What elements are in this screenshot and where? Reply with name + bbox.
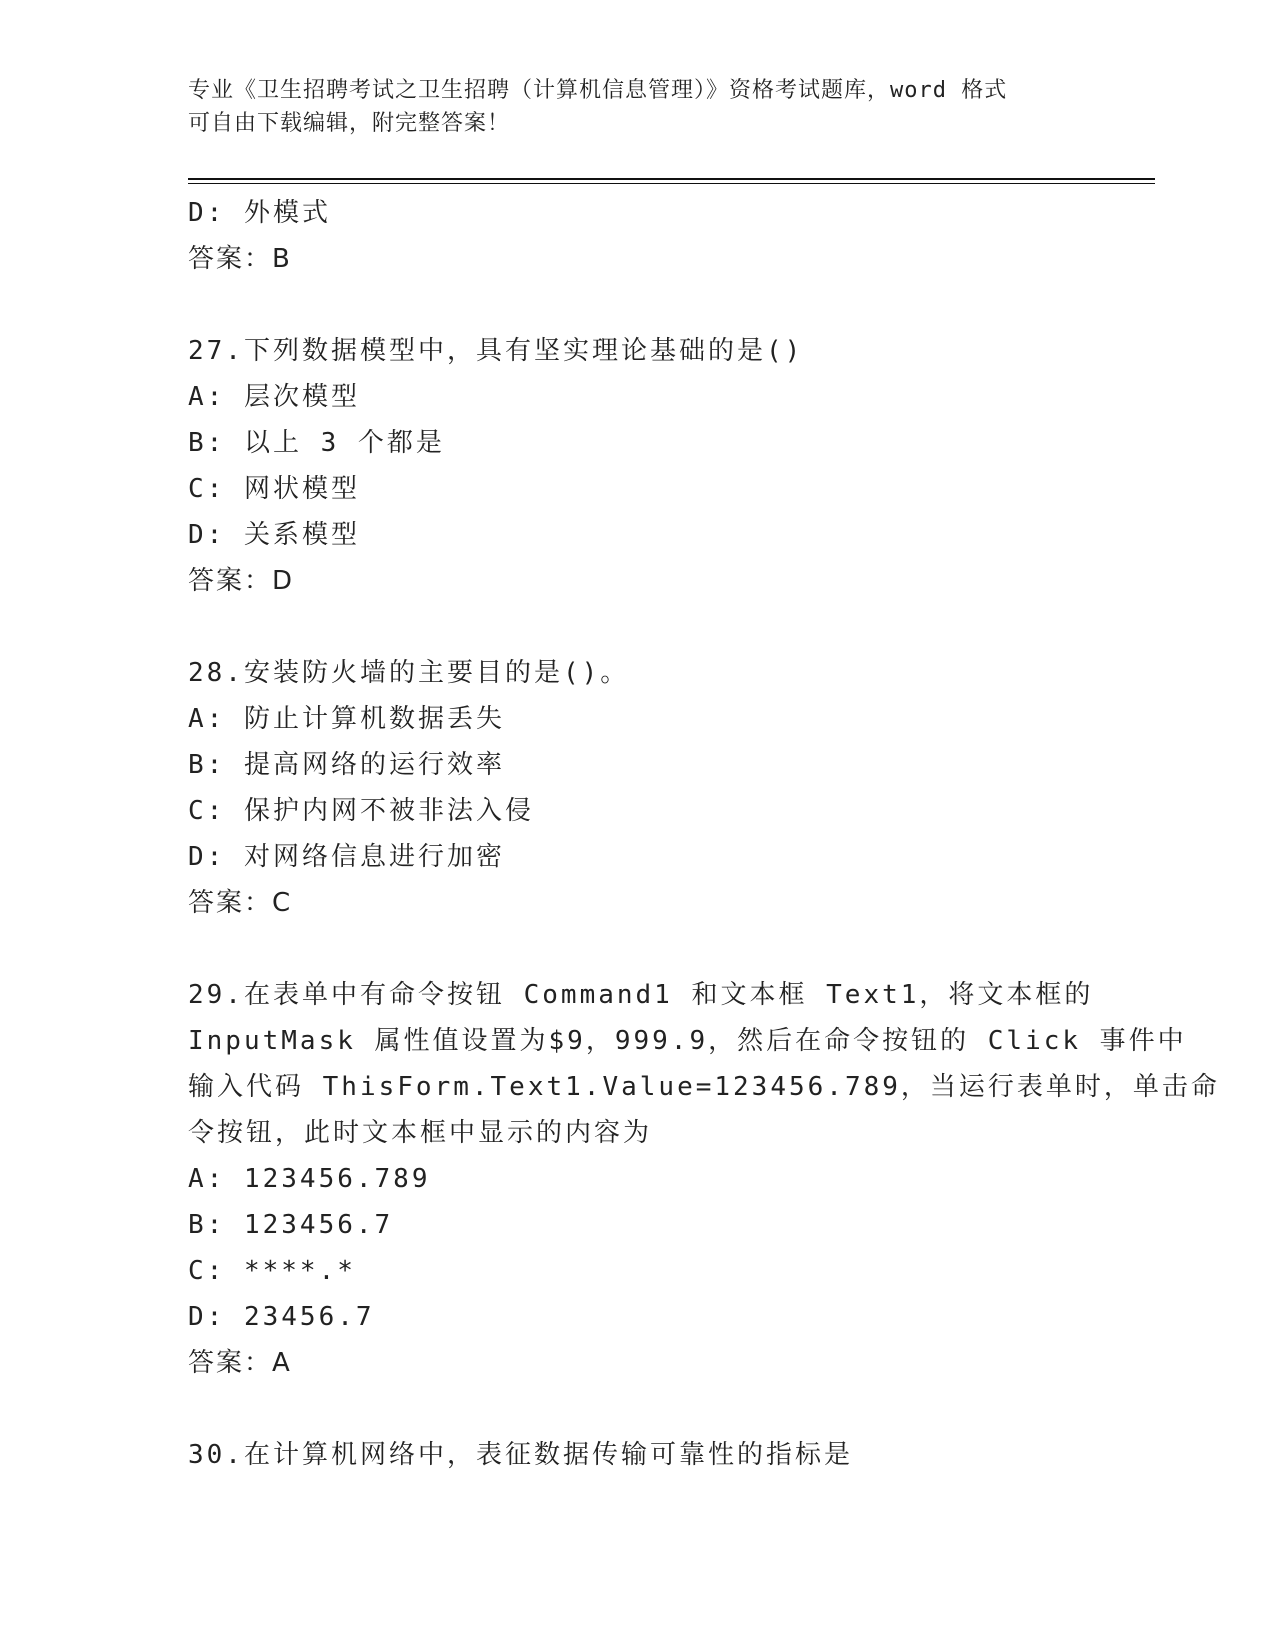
question-stem-line-3: 输入代码 ThisForm.Text1.Value=123456.789，当运行表单时，单击命	[188, 1072, 1220, 1102]
document-header	[188, 74, 1088, 140]
option-d: D: 外模式	[188, 198, 331, 228]
header-divider-thin	[188, 183, 1155, 184]
spacer	[188, 1386, 1088, 1432]
option-c: C: 网状模型	[188, 474, 360, 504]
question-stem-line-4: 令按钮，此时文本框中显示的内容为	[188, 1118, 653, 1148]
option-d: D: 23456.7	[188, 1302, 375, 1332]
option-a: A: 防止计算机数据丢失	[188, 704, 505, 734]
option-a: A: 层次模型	[188, 382, 360, 412]
question-block-prev	[188, 190, 1088, 282]
question-list	[188, 190, 1220, 1478]
spacer	[188, 282, 1088, 328]
question-stem: 30.在计算机网络中，表征数据传输可靠性的指标是	[188, 1440, 853, 1470]
option-d: D: 对网络信息进行加密	[188, 842, 505, 872]
option-d: D: 关系模型	[188, 520, 360, 550]
question-stem-line-2: InputMask 属性值设置为$9，999.9，然后在命令按钮的 Click 事件中	[188, 1026, 1187, 1056]
option-c: C: ****.*	[188, 1256, 356, 1286]
answer-line: 答案：C	[188, 888, 293, 918]
option-c: C: 保护内网不被非法入侵	[188, 796, 534, 826]
spacer	[188, 926, 1088, 972]
question-stem-line-1: 29.在表单中有命令按钮 Command1 和文本框 Text1，将文本框的	[188, 980, 1094, 1010]
header-divider-thick	[188, 178, 1155, 180]
question-block-30	[188, 1432, 1088, 1478]
question-block-29	[188, 972, 1220, 1386]
question-block-27	[188, 328, 1088, 604]
option-b: B: 提高网络的运行效率	[188, 750, 505, 780]
question-stem: 27.下列数据模型中，具有坚实理论基础的是()	[188, 336, 804, 366]
answer-line: 答案：D	[188, 566, 295, 596]
option-a: A: 123456.789	[188, 1164, 431, 1194]
header-line-2: 可自由下载编辑，附完整答案！	[188, 111, 511, 136]
option-b: B: 123456.7	[188, 1210, 394, 1240]
option-b: B: 以上 3 个都是	[188, 428, 445, 458]
spacer	[188, 604, 1088, 650]
header-line-1: 专业《卫生招聘考试之卫生招聘（计算机信息管理）》资格考试题库，word 格式	[188, 78, 1008, 103]
question-stem: 28.安装防火墙的主要目的是()。	[188, 658, 630, 688]
answer-line: 答案：A	[188, 1348, 292, 1378]
question-block-28	[188, 650, 1088, 926]
answer-line: 答案：B	[188, 244, 292, 274]
